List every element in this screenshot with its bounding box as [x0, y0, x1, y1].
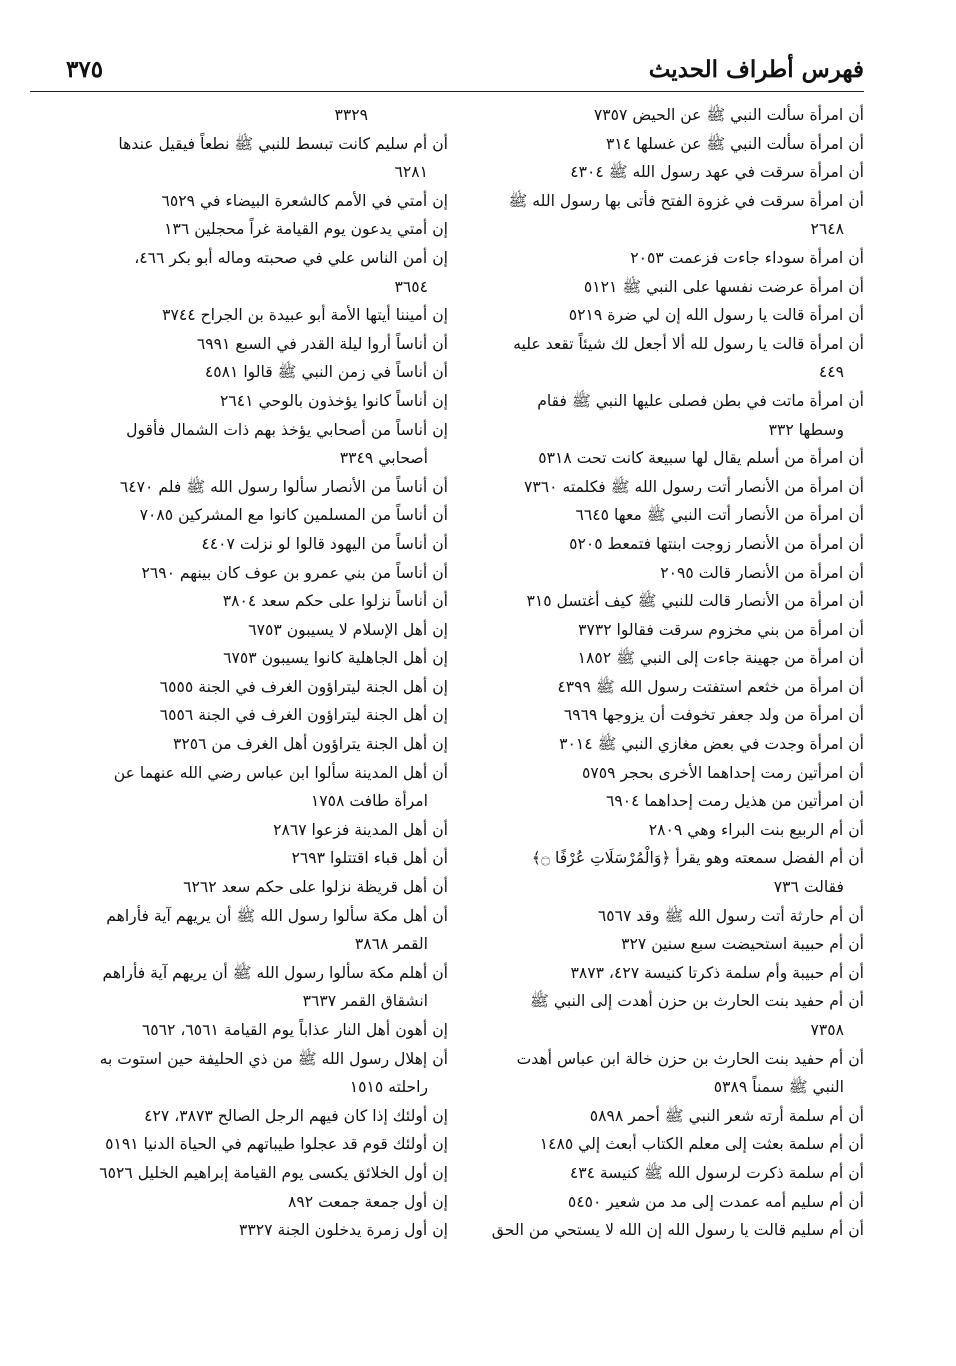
index-entry [58, 873, 448, 902]
entry-continuation: ٣٣٢٩ [334, 106, 368, 124]
entry-text: أن امرأة من ولد جعفر تخوفت أن يزوجها ٦٩٦٩ [563, 706, 864, 725]
index-entry [476, 644, 864, 673]
index-entry [58, 187, 448, 216]
entry-text: أن أهل قباء اقتتلوا ٢٦٩٣ [291, 849, 448, 868]
index-entry [476, 959, 864, 988]
entry-text: أن أم حفيد بنت الحارث بن حزن خالة ابن عباس أهدت [516, 1049, 864, 1068]
entry-text: إن أولئك قوم قد عجلوا طيباتهم في الحياة الدنيا ٥١٩١ [105, 1135, 448, 1154]
entry-text: أن أهل مكة سألوا رسول الله ﷺ أن يريهم آية فأراهم [106, 906, 448, 925]
entry-text: أن أناساً من بني عمرو بن عوف كان بينهم ٢٦٩٠ [141, 563, 448, 582]
entry-text: إن أهل الجنة يتراؤون أهل الغرف من ٣٢٥٦ [172, 735, 448, 754]
index-entry [58, 616, 448, 645]
entry-text: أن امرأة من الأنصار قالت ٢٠٩٥ [660, 563, 864, 582]
entry-continuation: ٢٦٤٨ [810, 220, 844, 239]
entry-text: أن امرأة قالت يا رسول الله إن لي ضرة ٥٢١٩ [568, 306, 864, 325]
index-entry [58, 730, 448, 759]
index-entry [58, 844, 448, 873]
entry-text: أن أهل المدينة سألوا ابن عباس رضي الله عنهما عن [113, 763, 448, 782]
entry-text: أن أم سليم أمه عمدت إلى مد من شعير ٥٤٥٠ [567, 1192, 864, 1211]
index-entry [58, 473, 448, 502]
entry-text: إن أناساً كانوا يؤخذون بالوحي ٢٦٤١ [220, 391, 448, 410]
index-entry [476, 187, 864, 244]
entry-text: أن أم حارثة أتت رسول الله ﷺ وقد ٦٥٦٧ [597, 906, 864, 925]
index-entry [476, 616, 864, 645]
entry-text: أن امرأتين رمت إحداهما الأخرى بحجر ٥٧٥٩ [581, 763, 864, 782]
entry-text: أن امرأة سألت النبي ﷺ عن الحيض ٧٣٥٧ [593, 106, 864, 124]
index-entry [476, 273, 864, 302]
index-entry [58, 1102, 448, 1131]
index-entry [58, 501, 448, 530]
index-entry [476, 101, 864, 130]
page-number: ٣٧٥ [66, 56, 104, 83]
index-entry [58, 416, 448, 473]
entry-continuation: وسطها ٣٣٢ [768, 420, 844, 439]
entry-continuation: القمر ٣٨٦٨ [354, 935, 428, 954]
running-title: فهرس أطراف الحديث [648, 56, 864, 83]
entry-text: أن امرأة قالت يا رسول لله ألا أجعل لك شيئاً تقعد عليه [513, 334, 864, 353]
index-entry [58, 1159, 448, 1188]
index-entry [58, 1130, 448, 1159]
index-entry [58, 101, 448, 130]
index-entry [476, 987, 864, 1044]
entry-text: إن أهل الجاهلية كانوا يسيبون ٦٧٥٣ [223, 649, 448, 668]
page-header [30, 54, 864, 94]
index-entry [476, 730, 864, 759]
entry-continuation: ٦٢٨١ [394, 163, 428, 182]
index-entry [58, 1216, 448, 1245]
entry-text: أن أناساً في زمن النبي ﷺ قالوا ٤٥٨١ [204, 363, 448, 382]
index-entry [476, 587, 864, 616]
entry-continuation: امرأة طافت ١٧٥٨ [310, 792, 428, 811]
index-entry [476, 902, 864, 931]
index-entry [476, 701, 864, 730]
entry-text: أن امرأة سوداء جاءت فزعمت ٢٠٥٣ [630, 248, 864, 267]
index-entry [476, 444, 864, 473]
left-column [58, 101, 448, 1245]
entry-text: أن امرأة وجدت في بعض مغازي النبي ﷺ ٣٠١٤ [559, 735, 864, 754]
entry-continuation: ٤٤٩ [818, 363, 844, 382]
entry-text: أن امرأة سرقت في عهد رسول الله ﷺ ٤٣٠٤ [570, 163, 864, 182]
entry-text: أن أناساً نزلوا على حكم سعد ٣٨٠٤ [222, 592, 448, 611]
entry-continuation: فقالت ٧٣٦ [773, 878, 844, 897]
entry-text: إن أول جمعة جمعت ٨٩٢ [288, 1192, 448, 1211]
entry-text: إن أميننا أيتها الأمة أبو عبيدة بن الجراح ٣٧٤٤ [162, 306, 448, 325]
entry-continuation: ٣٦٥٤ [394, 277, 428, 296]
index-entry [476, 1102, 864, 1131]
index-entry [58, 959, 448, 1016]
index-entry [58, 358, 448, 387]
entry-text: أن أم الفضل سمعته وهو يقرأ ﴿وَالْمُرْسَلَاتِ عُرْفًا ۝﴾ [531, 849, 864, 868]
index-entry [58, 330, 448, 359]
entry-text: أن امرأة عرضت نفسها على النبي ﷺ ٥١٢١ [583, 277, 864, 296]
entry-text: إن أمتي في الأمم كالشعرة البيضاء في ٦٥٢٩ [161, 191, 448, 210]
index-entry [58, 1045, 448, 1102]
entry-text: أن أناساً من اليهود قالوا لو نزلت ٤٤٠٧ [201, 534, 448, 553]
entry-continuation: انشقاق القمر ٣٦٣٧ [302, 992, 428, 1011]
index-entry [476, 816, 864, 845]
entry-continuation: أصحابي ٣٣٤٩ [339, 449, 428, 468]
entry-continuation: ٧٣٥٨ [810, 1021, 844, 1039]
entry-text: أن امرأة من الأنصار أتت النبي ﷺ معها ٦٦٤٥ [575, 506, 864, 525]
entry-text: أن امرأة من بني مخزوم سرقت فقالوا ٣٧٣٢ [578, 620, 864, 639]
entry-text: أن امرأة من الأنصار أتت رسول الله ﷺ فكلمته ٧٣٦٠ [523, 477, 864, 496]
index-entry [58, 701, 448, 730]
index-entry [476, 759, 864, 788]
right-column [476, 101, 864, 1245]
index-entry [476, 559, 864, 588]
entry-text: أن امرأة من أسلم يقال لها سبيعة كانت تحت ٥٣١٨ [538, 449, 864, 468]
entry-text: أن أم سلمة بعثت إلى معلم الكتاب أبعث إلي ١٤٨٥ [539, 1135, 864, 1154]
index-entry [476, 787, 864, 816]
entry-text: أن امرأة من جهينة جاءت إلى النبي ﷺ ١٨٥٢ [577, 649, 864, 668]
index-entry [476, 473, 864, 502]
index-entry [476, 1159, 864, 1188]
entry-text: أن أم حبيبة استحيضت سبع سنين ٣٢٧ [621, 935, 864, 954]
index-entry [476, 930, 864, 959]
entry-text: أن امرأة ماتت في بطن فصلى عليها النبي ﷺ فقام [537, 391, 864, 410]
index-entry [476, 1216, 864, 1245]
entry-text: أن أم سليم قالت يا رسول الله إن الله لا يستحي من الحق [491, 1221, 864, 1240]
index-entry [476, 1130, 864, 1159]
index-entry [58, 530, 448, 559]
index-entry [58, 587, 448, 616]
index-entry [476, 301, 864, 330]
index-entry [476, 387, 864, 444]
index-entry [58, 215, 448, 244]
entry-continuation: النبي ﷺ سمناً ٥٣٨٩ [713, 1078, 844, 1097]
entry-text: إن أول زمرة يدخلون الجنة ٣٣٢٧ [239, 1221, 448, 1240]
index-entry [58, 301, 448, 330]
entry-text: إن أهون أهل النار عذاباً يوم القيامة ٦٥٦١، ٦٥٦٢ [141, 1021, 448, 1039]
index-entry [476, 501, 864, 530]
entry-text: إن أولئك إذا كان فيهم الرجل الصالح ٣٨٧٣، ٤٢٧ [144, 1106, 448, 1125]
index-entry [58, 673, 448, 702]
entry-text: أن أم سلمة أرته شعر النبي ﷺ أحمر ٥٨٩٨ [589, 1106, 864, 1125]
entry-text: إن أناساً من أصحابي يؤخذ بهم ذات الشمال فأقول [126, 420, 448, 439]
index-entry [58, 1016, 448, 1045]
index-entry [58, 1188, 448, 1217]
entry-text: أن أم حبيبة وأم سلمة ذكرتا كنيسة ٤٢٧، ٣٨٧٣ [570, 963, 864, 982]
entry-text: إن أمن الناس علي في صحبته وماله أبو بكر ٤٦٦، [134, 248, 448, 267]
index-entry [476, 673, 864, 702]
entry-continuation: راحلته ١٥١٥ [349, 1078, 428, 1097]
entry-text: أن امرأة من الأنصار زوجت ابنتها فتمعط ٥٢٠٥ [569, 534, 864, 553]
index-entry [476, 130, 864, 159]
index-entry [58, 816, 448, 845]
index-entry [58, 902, 448, 959]
entry-text: أن امرأة سرقت في غزوة الفتح فأتى بها رسول الله ﷺ [508, 191, 864, 210]
entry-text: أن أهل قريظة نزلوا على حكم سعد ٦٢٦٢ [183, 878, 448, 897]
entry-text: إن أمتي يدعون يوم القيامة غراً محجلين ١٣٦ [164, 220, 448, 239]
entry-text: أن امرأة من الأنصار قالت للنبي ﷺ كيف أغتسل ٣١٥ [526, 592, 864, 611]
entry-text: أن إهلال رسول الله ﷺ من ذي الحليفة حين استوت به [99, 1049, 448, 1068]
entry-text: إن أهل الإسلام لا يسيبون ٦٧٥٣ [248, 620, 448, 639]
index-entry [476, 844, 864, 901]
index-entry [476, 244, 864, 273]
entry-text: أن أناساً أروا ليلة القدر في السبع ٦٩٩١ [196, 334, 448, 353]
entry-text: أن أم الربيع بنت البراء وهي ٢٨٠٩ [648, 820, 864, 839]
entry-text: أن أهل المدينة فزعوا ٢٨٦٧ [273, 820, 448, 839]
index-entry [476, 1188, 864, 1217]
entry-text: أن امرأة من خثعم استفتت رسول الله ﷺ ٤٣٩٩ [557, 677, 864, 696]
index-entry [58, 759, 448, 816]
entry-text: أن أم حفيد بنت الحارث بن حزن أهدت إلى النبي ﷺ [530, 992, 864, 1011]
index-entry [476, 530, 864, 559]
entry-text: إن أهل الجنة ليتراؤون الغرف في الجنة ٦٥٥٦ [159, 706, 448, 725]
entry-text: إن أول الخلائق يكسى يوم القيامة إبراهيم الخليل ٦٥٢٦ [99, 1163, 448, 1182]
entry-text: أن أم سلمة ذكرت لرسول الله ﷺ كنيسة ٤٣٤ [569, 1163, 864, 1182]
entry-text: أن امرأتين من هذيل رمت إحداهما ٦٩٠٤ [605, 792, 864, 811]
index-entry [58, 387, 448, 416]
entry-text: إن أهل الجنة ليتراؤون الغرف في الجنة ٦٥٥٥ [159, 677, 448, 696]
entry-text: أن أناساً من المسلمين كانوا مع المشركين ٧٠٨٥ [139, 506, 448, 525]
index-entry [476, 1045, 864, 1102]
entry-text: أن أم سليم كانت تبسط للنبي ﷺ نطعاً فيقيل عندها [118, 134, 448, 153]
header-rule [30, 91, 864, 92]
entry-text: أن أناساً من الأنصار سألوا رسول الله ﷺ فلم ٦٤٧٠ [119, 477, 448, 496]
index-entry [58, 130, 448, 187]
index-entry [58, 644, 448, 673]
index-entry [58, 559, 448, 588]
index-entry [58, 244, 448, 301]
index-entry [476, 330, 864, 387]
entry-text: أن أهلم مكة سألوا رسول الله ﷺ أن يريهم آية فأراهم [102, 963, 448, 982]
index-entry [476, 158, 864, 187]
entry-text: أن امرأة سألت النبي ﷺ عن غسلها ٣١٤ [606, 134, 864, 153]
